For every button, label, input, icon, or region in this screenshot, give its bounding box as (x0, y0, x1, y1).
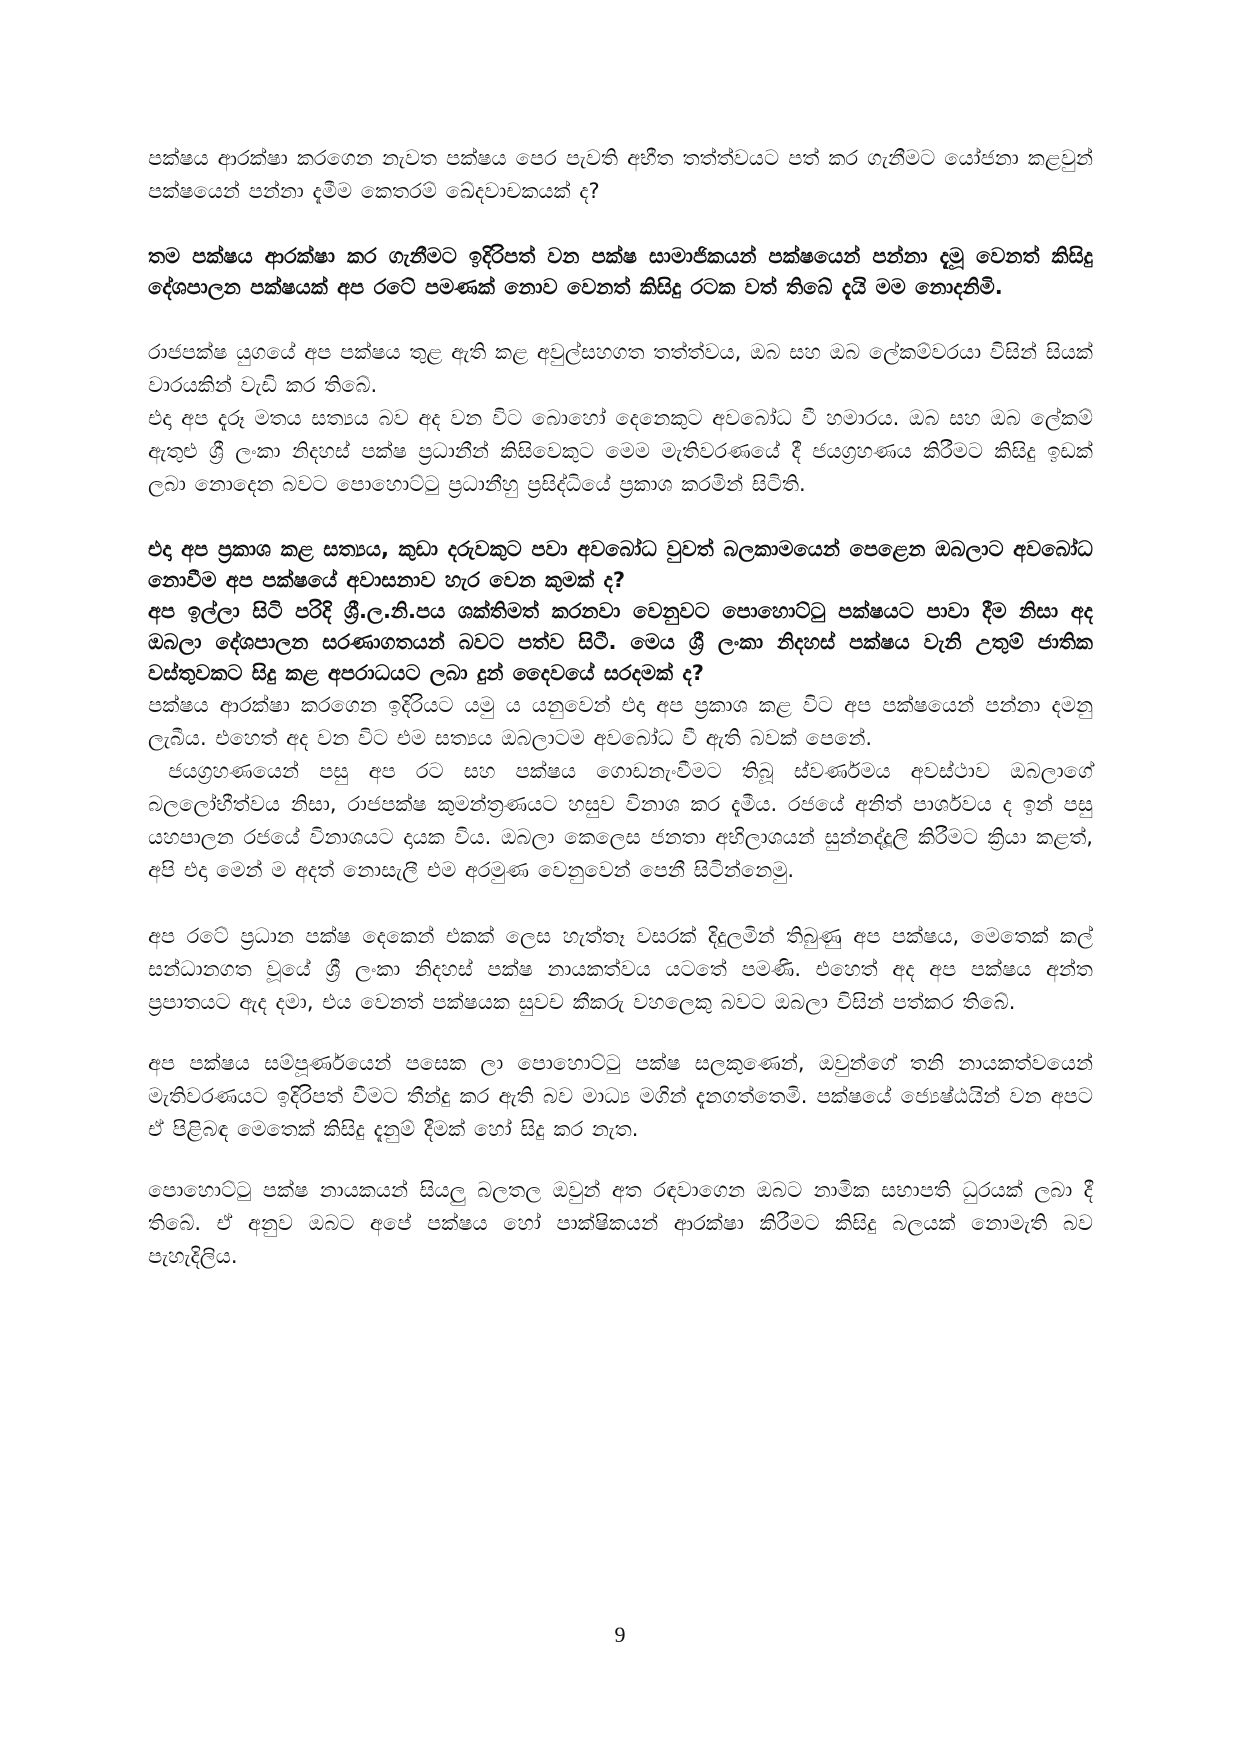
paragraph-11: පොහොට්ටු පක්ෂ නායකයන් සියලු බලතල ඔවුන් අත රඳවාගෙන ඔබට නාමික සභාපති ධුරයක් ලබා දී තිබේ. ඒ අනුව ඔබට අපේ පක්ෂය හෝ පාක්ෂිකයන් ආරක්ෂා කිරීමට කිසිදු බලයක් නොමැති බව පැහැදිලිය. (148, 1178, 1093, 1268)
paragraph-8: ජයග්‍රහණයෙන් පසු අප රට සහ පක්ෂය ගොඩනැංවීමට තිබූ ස්වර්ණමය අවස්ථාව ඔබලාගේ බලලෝභීත්වය නිසා, රාජපක්ෂ කුමන්ත්‍රණයට හසුව විනාශ කර දැමීය. රජයේ අනිත් පාර්ශවය ද ඉන් පසු යහපාලන රජයේ විනාශයට දායක විය. ඔබලා කෙලෙස ජනතා අභිලාශයන් සුන්නද්දූලි කිරීමට ක්‍රියා කළත්, අපි එදා මෙන් ම අදත් නොසැලී එම අරමුණ වෙනුවෙන් පෙනී සිටින්නෙමු. (148, 759, 1102, 882)
paragraph-6-bold: අප ඉල්ලා සිටි පරිදි ශ්‍රී.ල.නි.පය ශක්තිමත් කරනවා වෙනුවට පොහොට්ටු පක්ෂයට පාවා දීම නිසා අද ඔබලා දේශපාලන සරණාගතයන් බවට පත්ව සිටී. මෙය ශ්‍රී ලංකා නිදහස් පක්ෂය වැනි උතුම් ජාතික වස්තුවකට සිදු කළ අපරාධයට ලබා දුන් දෛවයේ සරදමක් ද? (148, 599, 1093, 685)
paragraph-5-bold: එදා අප ප්‍රකාශ කළ සත්‍යය, කුඩා දරුවකුට පවා අවබෝධ වුවත් බලකාමයෙන් පෙළෙන ඔබලාට අවබෝධ නොවීම අප පක්ෂයේ අවාසනාව හැර වෙන කුමක් ද? (148, 537, 1093, 592)
page-number: 9 (614, 1622, 626, 1647)
paragraph-2-bold: තම පක්ෂය ආරක්ෂා කර ගැනීමට ඉදිරිපත් වන පක්ෂ සාමාජිකයන් පක්ෂයෙන් පන්නා දැමූ වෙනත් කිසිදු දේශපාලන පක්ෂයක් අප රටේ පමණක් නොව වෙනත් කිසිදු රටක වත් තිබේ දැයි මම නොදනිමි. (148, 244, 1093, 299)
document-page (148, 142, 1102, 1273)
paragraph-3: රාජපක්ෂ යුගයේ අප පක්ෂය තුළ ඇති කළ අවුල්සහගත තත්ත්වය, ඔබ සහ ඔබ ලේකම්වරයා විසින් සියක් වාරයකින් වැඩි කර තිබේ. (148, 340, 1093, 397)
paragraph-7: පක්ෂය ආරක්ෂා කරගෙන ඉදිරියට යමු ය යනුවෙන් එදා අප ප්‍රකාශ කළ විට අප පක්ෂයෙන් පන්නා දමනු ලැබීය. එහෙත් අද වන විට එම සත්‍යය ඔබලාටම අවබෝධ වී ඇති බවක් පෙනේ. (148, 693, 1093, 750)
paragraph-9: අප රටේ ප්‍රධාන පක්ෂ දෙකෙන් එකක් ලෙස හැත්තෑ වසරක් දිදුලමින් තිබුණු අප පක්ෂය, මෙතෙක් කල් සන්ධානගත වූයේ ශ්‍රී ලංකා නිදහස් පක්ෂ නායකත්වය යටතේ පමණි. එහෙත් අද අප පක්ෂය අන්ත ප්‍රපාතයට ඇද දමා, එය වෙනත් පක්ෂයක සුවච කීකරු වහලෙකු බවට ඔබලා විසින් පත්කර තිබේ. (148, 924, 1093, 1014)
paragraph-4: එදා අප දැරූ මතය සත්‍යය බව අද වන විට බොහෝ දෙනෙකුට අවබෝධ වී හමාරය. ඔබ සහ ඔබ ලේකම් ඇතුළු ශ්‍රී ලංකා නිදහස් පක්ෂ ප්‍රධානීන් කිසිවෙකුට මෙම මැතිවරණයේ දී ජයග්‍රහණය කිරීමට කිසිදු ඉඩක් ලබා නොදෙන බවට පොහොට්ටු ප්‍රධානීහු ප්‍රසිද්ධියේ ප්‍රකාශ කරමින් සිටිති. (148, 406, 1093, 496)
paragraph-1: පක්ෂය ආරක්ෂා කරගෙන නැවත පක්ෂය පෙර පැවති අභීත තත්ත්වයට පත් කර ගැනීමට යෝජනා කළවුන් පක්ෂයෙන් පන්නා දැමීම කෙතරම් ඛේදවාචකයක් ද? (148, 146, 1093, 203)
paragraph-10: අප පක්ෂය සම්පූර්ණයෙන් පසෙක ලා පොහොට්ටු පක්ෂ සලකුණෙන්, ඔවුන්ගේ තනි නායකත්වයෙන් මැතිවරණයට ඉදිරිපත් වීමට තීන්දු කර ඇති බව මාධ්‍ය මගින් දැනගත්තෙමි. පක්ෂයේ ජ්‍යෙෂ්ඨයින් වන අපට ඒ පිළිබඳ මෙතෙක් කිසිදු දැනුම් දීමක් හෝ සිදු කර නැත. (148, 1051, 1093, 1141)
